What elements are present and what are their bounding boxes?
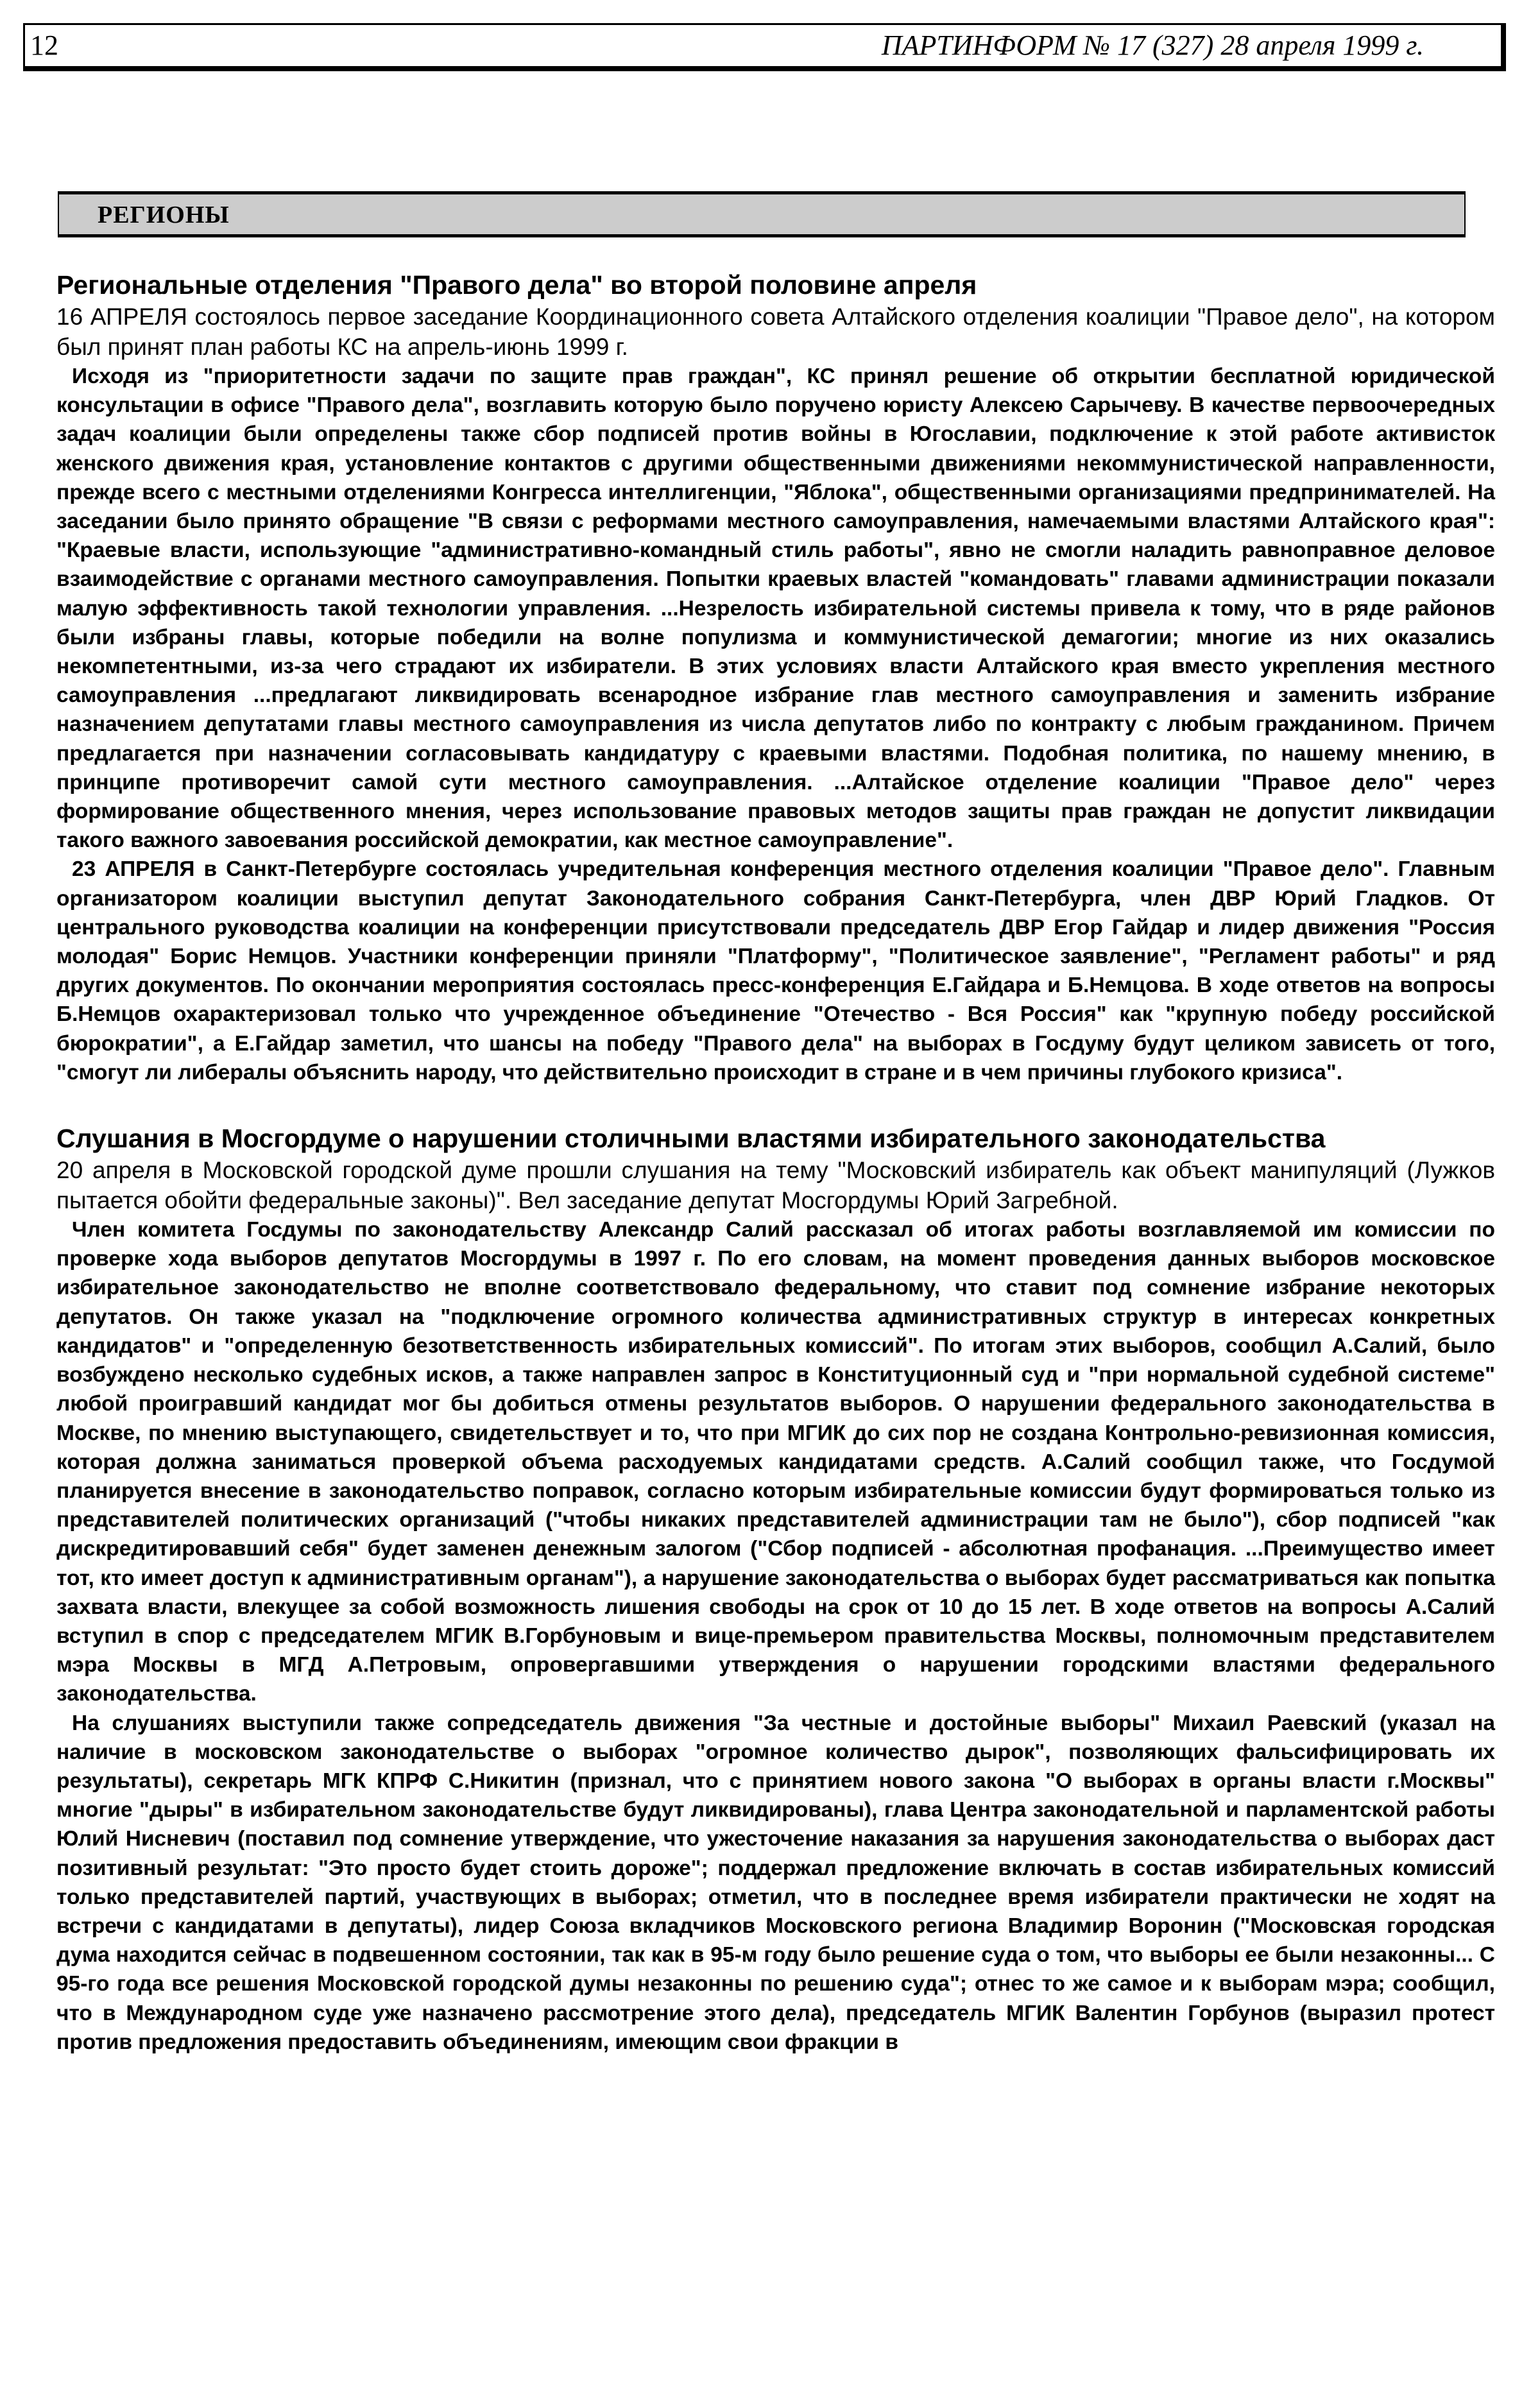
article-lead: 16 АПРЕЛЯ состоялось первое заседание Координационного совета Алтайского отделения коалиции "Правое дело", на котором был принят план работы КС на апрель-июнь 1999 г. xyxy=(56,304,1495,360)
section-label: РЕГИОНЫ xyxy=(98,201,230,228)
article-content xyxy=(56,268,1495,2057)
article-title: Региональные отделения "Правого дела" во второй половине апреля xyxy=(56,270,977,300)
article-lead: 20 апреля в Московской городской думе прошли слушания на тему "Московский избиратель как объект манипуляций (Лужков пытается обойти федеральные законы)". Вел заседание депутат Мосгордумы Юрий Загребной. xyxy=(56,1157,1495,1214)
page-header xyxy=(23,23,1506,71)
page-number: 12 xyxy=(30,30,58,61)
article-2 xyxy=(56,1122,1495,2057)
article-paragraph: Исходя из "приоритетности задачи по защите прав граждан", КС принял решение об открытии бесплатной юридической консультации в офисе "Правого дела", возглавить которую было поручено юристу Алексею Сарычеву. В качестве первоочередных задач коалиции были определены также сбор подписей против войны в Югославии, подключение к этой работе активисток женского движения края, установление контактов с другими общественными движениями некоммунистической направленности, прежде всего с местными отделениями Конгресса интеллигенции, "Яблока", общественными организациями предпринимателей. На заседании было принято обращение "В связи с реформами местного самоуправления, намечаемыми властями Алтайского края": "Краевые власти, использующие "административно-командный стиль работы", явно не смогли наладить равноправное деловое взаимодействие с органами местного самоуправления. Попытки краевых властей "командовать" главами администрации показали малую эффективность такой технологии управления. ...Незрелость избирательной системы привела к тому, что в ряде районов были избраны главы, которые победили на волне популизма и коммунистической демагогии; многие из них оказались некомпетентными, из-за чего страдают их избиратели. В этих условиях власти Алтайского края вместо укрепления местного самоуправления ...предлагают ликвидировать всенародное избрание глав местного самоуправления и заменить избрание назначением депутатами главы местного самоуправления из числа депутатов либо по контракту с любым гражданином. Причем предлагается при назначении согласовывать кандидатуру с краевыми властями. Подобная политика, по нашему мнению, в принципе противоречит самой сути местного самоуправления. ...Алтайское отделение коалиции "Правое дело" через формирование общественного мнения, через использование правовых методов защиты прав граждан не допустит ликвидации такого важного завоевания российской демократии, как местное самоуправление". xyxy=(56,364,1495,853)
publication-title: ПАРТИНФОРМ № 17 (327) 28 апреля 1999 г. xyxy=(881,30,1424,61)
article-paragraph: На слушаниях выступили также сопредседатель движения "За честные и достойные выборы" Михаил Раевский (указал на наличие в московском законодательстве о выборах "огромное количество дырок", позволяющих фальсифицировать их результаты), секретарь МГК КПРФ С.Никитин (признал, что с принятием нового закона "О выборах в органы власти г.Москвы" многие "дыры" в избирательном законодательстве будут ликвидированы), глава Центра законодательной и парламентской работы Юлий Нисневич (поставил под сомнение утверждение, что ужесточение наказания за нарушения законодательства о выборах даст позитивный результат: "Это просто будет стоить дороже"; поддержал предложение включать в состав избирательных комиссий только представителей партий, участвующих в выборах; отметил, что в последнее время избиратели практически не ходят на встречи с кандидатами в депутаты), лидер Союза вкладчиков Московского региона Владимир Воронин ("Московская городская дума находится сейчас в подвешенном состоянии, так как в 95-м году было решение суда о том, что выборы ее были незаконны... С 95-го года все решения Московской городской думы незаконны по решению суда"; отнес то же самое и к выборам мэра; сообщил, что в Международном суде уже назначено рассмотрение этого дела), председатель МГИК Валентин Горбунов (выразил протест против предложения предоставить объединениям, имеющим свои фракции в xyxy=(56,1711,1495,2054)
article-1 xyxy=(56,268,1495,1087)
article-paragraph: Член комитета Госдумы по законодательству Александр Салий рассказал об итогах работы возглавляемой им комиссии по проверке хода выборов депутатов Мосгордумы в 1997 г. По его словам, на момент проведения данных выборов московское избирательное законодательство не вполне соответствовало федеральному, что ставит под сомнение избрание некоторых депутатов. Он также указал на "подключение огромного количества административных структур в интересах конкретных кандидатов" и "определенную безответственность избирательных комиссий". По итогам этих выборов, сообщил А.Салий, было возбуждено несколько судебных исков, а также направлен запрос в Конституционный суд и "при нормальной судебной системе" любой проигравший кандидат мог бы добиться отмены результатов выборов. О нарушении федерального законодательства в Москве, по мнению выступающего, свидетельствует и то, что при МГИК до сих пор не создана Контрольно-ревизионная комиссия, которая должна заниматься проверкой объема расходуемых кандидатами средств. А.Салий сообщил также, что Госдумой планируется внесение в законодательство поправок, согласно которым избирательные комиссии будут формироваться только из представителей политических организаций ("чтобы никаких представителей администрации там не было"), сбор подписей "как дискредитировавший себя" будет заменен денежным залогом ("Сбор подписей - абсолютная профанация. ...Преимущество имеет тот, кто имеет доступ к административным органам"), а нарушение законодательства о выборах будет рассматриваться как попытка захвата власти, влекущее за собой возможность лишения свободы на срок от 10 до 15 лет. В ходе ответов на вопросы А.Салий вступил в спор с председателем МГИК В.Горбуновым и вице-премьером правительства Москвы, полномочным представителем мэра Москвы в МГД А.Петровым, опровергавшими утверждения о нарушении городскими властями федерального законодательства. xyxy=(56,1218,1495,1706)
section-banner xyxy=(58,191,1466,237)
article-paragraph: 23 АПРЕЛЯ в Санкт-Петербурге состоялась учредительная конференция местного отделения коалиции "Правое дело". Главным организатором коалиции выступил депутат Законодательного собрания Санкт-Петербурга, член ДВР Юрий Гладков. От центрального руководства коалиции на конференции присутствовали председатель ДВР Егор Гайдар и лидер движения "Россия молодая" Борис Немцов. Участники конференции приняли "Платформу", "Политическое заявление", "Регламент работы" и ряд других документов. По окончании мероприятия состоялась пресс-конференция Е.Гайдара и Б.Немцова. В ходе ответов на вопросы Б.Немцов охарактеризовал только что учрежденное объединение "Отечество - Вся Россия" как "крупную победу российской бюрократии", а Е.Гайдар заметил, что шансы на победу "Правого дела" на выборах в Госдуму будут целиком зависеть от того, "смогут ли либералы объяснить народу, что действительно происходит в стране и в чем причины глубокого кризиса". xyxy=(56,857,1495,1084)
article-title: Слушания в Мосгордуме о нарушении столичными властями избирательного законодательства xyxy=(56,1124,1326,1154)
